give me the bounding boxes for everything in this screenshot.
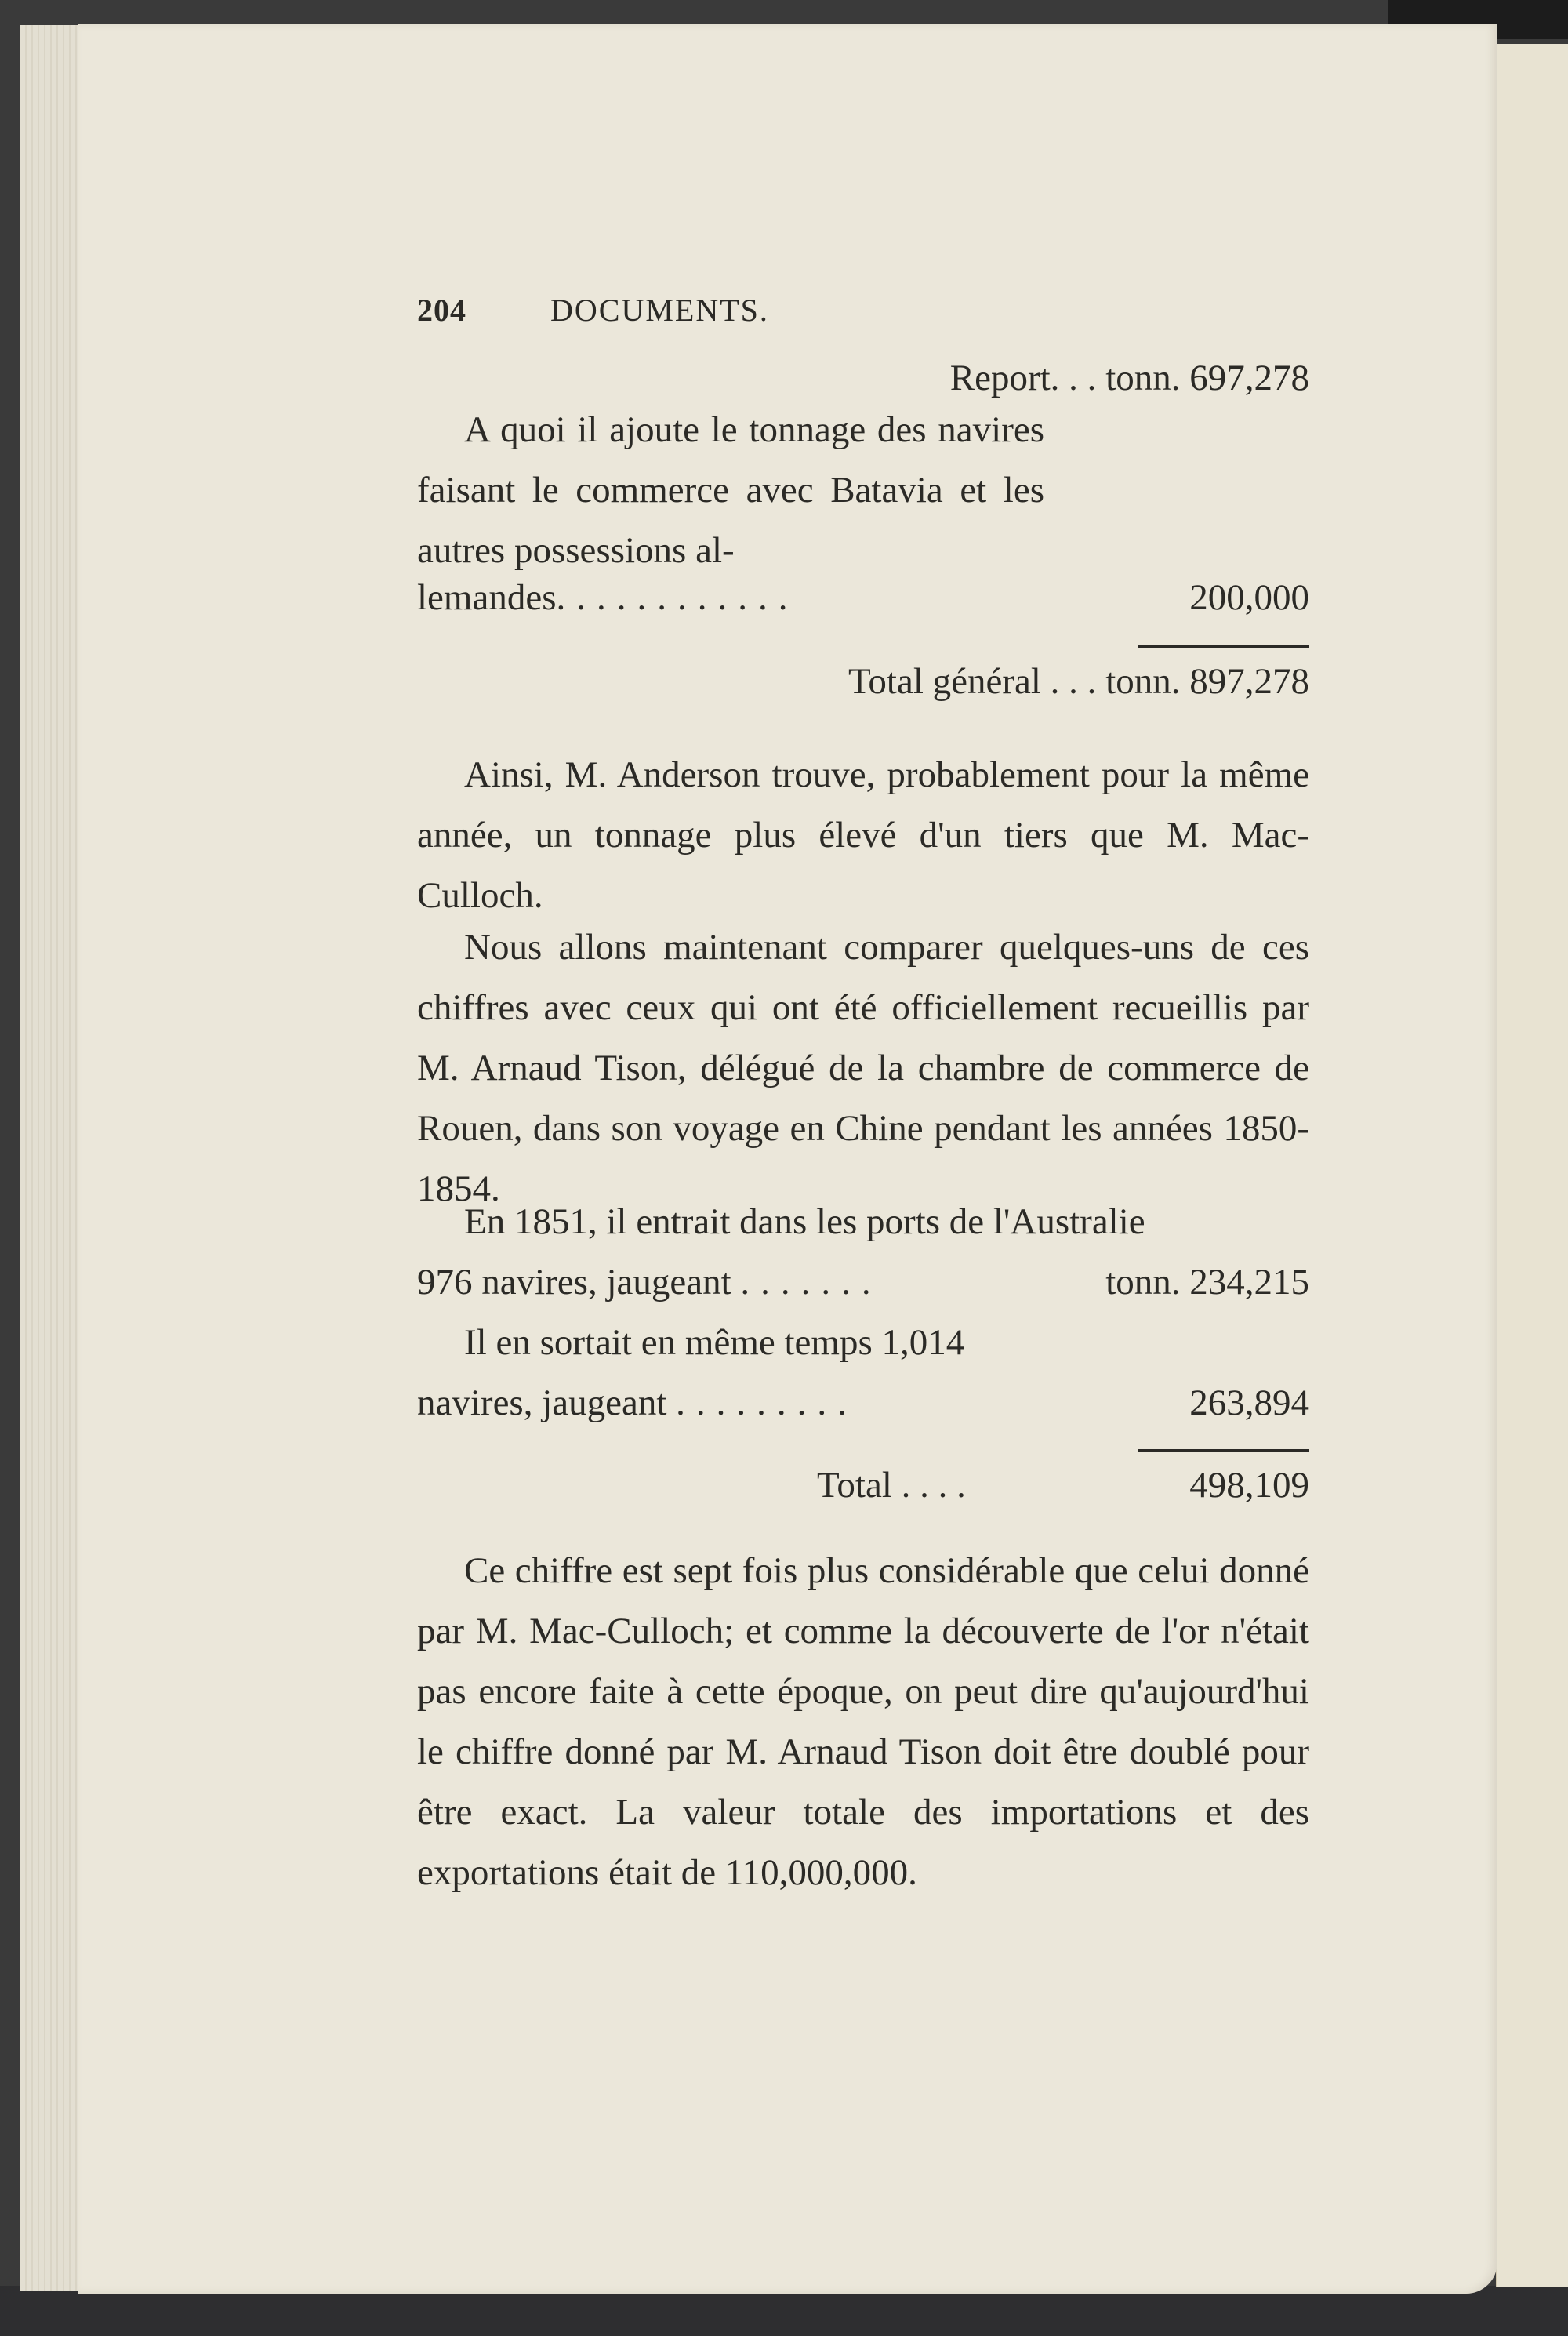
line2-label: navires, jaugeant xyxy=(417,1382,667,1423)
line1-value: 234,215 xyxy=(1189,1262,1309,1302)
line2-intro-text: Il en sortait en même temps 1,014 xyxy=(464,1322,965,1363)
page-edges xyxy=(20,25,83,2291)
line2-label-group xyxy=(417,1373,858,1433)
page-number: 204 xyxy=(417,292,466,328)
entry-last-word: lemandes xyxy=(417,577,557,618)
leader-dots: ......... xyxy=(676,1382,858,1423)
ledger2-total-label: Total . . . . xyxy=(817,1465,966,1506)
closing-paragraph: Ce chiffre est sept fois plus considérable que celui donné par M. Mac-Culloch; et comme la découverte de l'or n'était pas encore faite à cette époque, on peut dire qu'aujourd'hui le chiffre donné par M. Arnaud Tison doit être doublé pour être exact. La valeur totale des importations et des exportations était de 110,000,000. xyxy=(417,1550,1309,1893)
sum-rule xyxy=(1138,645,1309,648)
line1-label: 976 navires, jaugeant xyxy=(417,1262,731,1302)
line1-unit: tonn. xyxy=(1105,1262,1181,1302)
ledger1-entry-line xyxy=(417,576,1309,619)
ledger2-intro xyxy=(417,1192,1309,1252)
total-general-line xyxy=(417,660,1309,703)
ledger2-total-value: 498,109 xyxy=(1189,1465,1309,1506)
report-label: Report. . . xyxy=(949,358,1097,398)
sum-rule xyxy=(1138,1449,1309,1452)
line1-label-group xyxy=(417,1252,882,1313)
leader-dots: ....... xyxy=(740,1262,882,1302)
line1-amount xyxy=(1105,1252,1309,1313)
ledger2-line2-intro xyxy=(417,1313,1309,1373)
line2-value: 263,894 xyxy=(1189,1382,1309,1423)
report-value: 697,278 xyxy=(1189,358,1309,398)
running-title: DOCUMENTS. xyxy=(550,292,769,328)
ledger2-intro-text: En 1851, il entrait dans les ports de l'Australie xyxy=(464,1201,1145,1242)
running-head xyxy=(417,292,982,329)
report-unit: tonn. xyxy=(1105,358,1181,398)
ledger2-line1 xyxy=(417,1252,1309,1313)
total-unit: tonn. xyxy=(1105,661,1181,702)
leader-dots: ............ xyxy=(556,577,799,618)
report-line xyxy=(417,357,1309,399)
ledger1-entry-label xyxy=(417,576,799,619)
ledger1-entry-text: A quoi il ajoute le tonnage des navires faisant le commerce avec Batavia et les autres possessions al- xyxy=(417,409,1044,571)
paragraph: Nous allons maintenant comparer quelques-uns de ces chiffres avec ceux qui ont été officiellement recueillis par M. Arnaud Tison, délégué de la chambre de commerce de Rouen, dans son voyage en Chine pendant les années 1850-1854. xyxy=(417,927,1309,1209)
adjacent-page-edge xyxy=(1496,44,1568,2287)
entry-value: 200,000 xyxy=(1189,577,1309,618)
total-label: Total général . . . xyxy=(848,661,1097,702)
total-value: 897,278 xyxy=(1189,661,1309,702)
paragraph: Ainsi, M. Anderson trouve, probablement pour la même année, un tonnage plus élevé d'un tiers que M. Mac-Culloch. xyxy=(417,754,1309,916)
ledger2-line2 xyxy=(417,1373,1309,1433)
